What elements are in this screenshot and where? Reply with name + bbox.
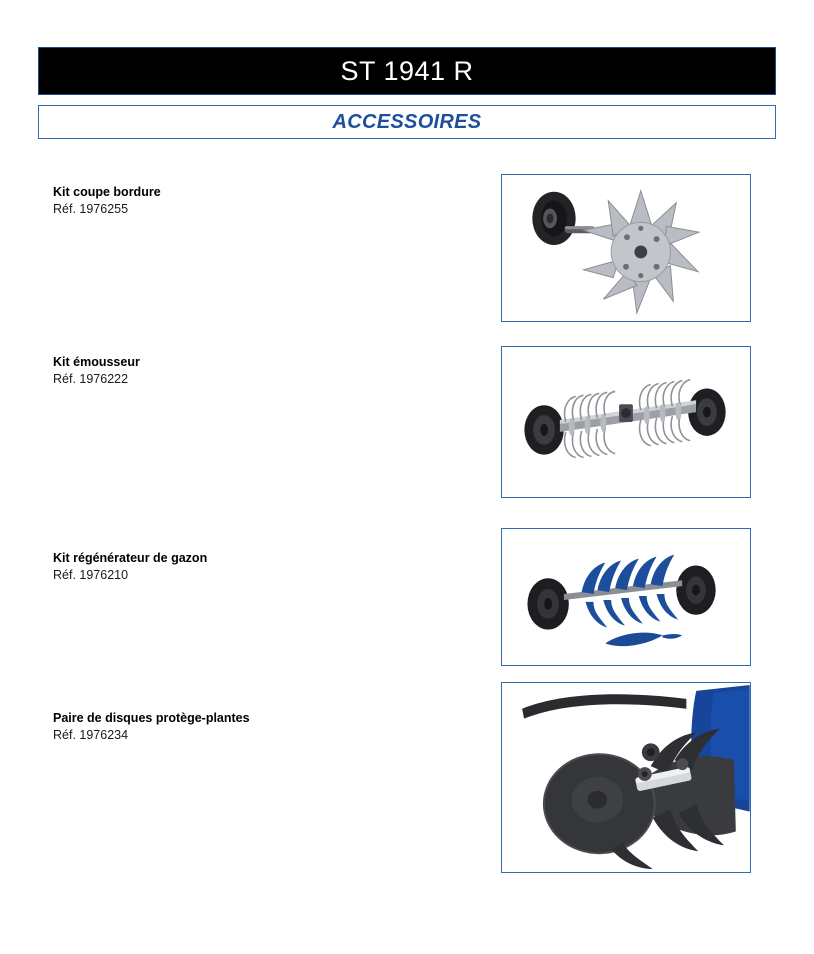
accessory-label-block [53, 355, 453, 387]
accessory-name: Kit émousseur [53, 355, 140, 369]
plant-protection-discs-illustration [502, 683, 750, 872]
accessory-label-block [53, 551, 453, 583]
accessory-reference: Réf. 1976210 [53, 568, 129, 582]
accessory-label-block [53, 185, 453, 217]
section-title: ACCESSOIRES [332, 110, 482, 133]
edge-cutter-kit-illustration [502, 175, 750, 321]
accessory-reference: Réf. 1976255 [53, 202, 129, 216]
document-title-bar [38, 47, 776, 95]
accessory-reference: Réf. 1976234 [53, 728, 129, 742]
moss-remover-kit-photo [501, 346, 751, 498]
accessory-name: Kit régénérateur de gazon [53, 551, 208, 565]
accessory-label-block [53, 711, 453, 743]
plant-protection-discs-photo [501, 682, 751, 873]
lawn-regenerator-kit-photo [501, 528, 751, 666]
lawn-regenerator-kit-illustration [502, 529, 750, 665]
moss-remover-kit-illustration [502, 347, 750, 497]
document-section-bar [38, 105, 776, 139]
accessory-name: Kit coupe bordure [53, 185, 161, 199]
accessory-name: Paire de disques protège-plantes [53, 711, 250, 725]
edge-cutter-kit-photo [501, 174, 751, 322]
accessory-reference: Réf. 1976222 [53, 372, 129, 386]
page-title: ST 1941 R [340, 55, 474, 86]
